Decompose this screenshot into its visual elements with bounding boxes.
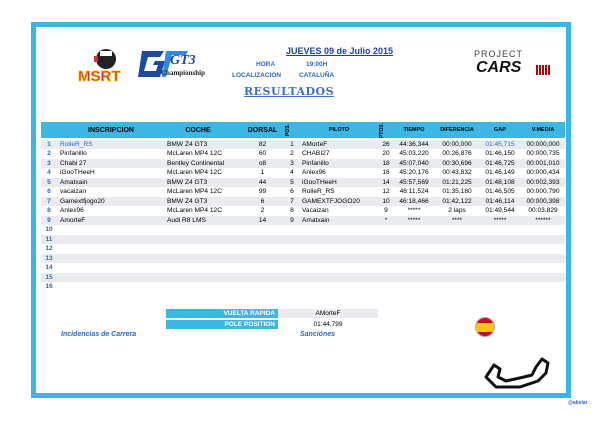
result-pos: 2 [290,150,294,158]
sanciones-title: Sanciónes [300,331,336,338]
result-pilot: CHABI27 [302,150,330,158]
col-dorsal: DORSAL [247,126,278,134]
entry-car: McLaren MP4 12C [167,207,222,215]
result-row [285,140,565,150]
entry-name: Pinfanillo [60,150,87,158]
result-pos: 1 [290,140,294,148]
result-gap: 01:46,505 [485,188,515,196]
col-gap: GAP [494,127,506,133]
entry-name: RolleR_RS [60,140,93,148]
result-row [285,188,565,198]
result-diff: 01:21,225 [442,178,472,186]
entry-row [41,283,294,293]
col-vmedia: V.MEDIA [531,127,555,133]
entry-row [41,140,294,150]
result-row [285,226,565,236]
result-points: 16 [382,169,390,177]
result-row [285,216,565,226]
entry-name: Gamextfjogo20 [60,197,105,205]
result-row [285,235,565,245]
entry-number: 7 [47,197,51,205]
result-points: 14 [382,178,390,186]
result-pos: 5 [290,178,294,186]
result-time: ***** [407,216,421,224]
result-pilot: AMorteF [302,140,328,148]
svg-text:Championship: Championship [161,69,205,77]
entry-row [41,254,294,264]
result-pos: 7 [290,197,294,205]
entry-car: Bentley Continental [167,159,225,167]
result-row [285,178,565,188]
result-time: 44:36,344 [399,140,429,148]
entry-row [41,264,294,274]
entry-number: 15 [45,273,53,281]
result-points: * [384,216,388,224]
incidencias-title: Incidencias de Carrera [61,331,137,338]
result-row [285,169,565,179]
results-sheet [31,22,588,406]
pole-position-label: POLE POSITION [166,320,278,329]
result-time: 46:11,524 [399,188,429,196]
entry-number: 6 [47,188,51,196]
entry-car: McLaren MP4 12C [167,188,222,196]
entry-dorsal: 60 [258,150,267,158]
entry-car: BMW Z4 GT3 [167,197,208,205]
result-gap: 01:49,544 [485,207,515,215]
result-pos: 4 [290,169,294,177]
result-gap: 01:46,114 [485,197,515,205]
entry-number: 14 [45,264,53,272]
msrt-logo [76,47,131,87]
entries-table [41,140,294,292]
entry-number: 13 [45,254,53,262]
result-vmedia: 00:000,735 [526,150,560,158]
result-time: 46:18,466 [399,197,429,205]
result-diff: 01:42,122 [442,197,472,205]
result-diff: 2 laps [448,207,466,215]
col-diferencia: DIFERENCIA [440,127,474,133]
localizacion-value: CATALUÑA [299,72,335,79]
entry-number: 3 [47,159,51,167]
entry-name: Chabi 27 [60,159,87,167]
entry-row [41,273,294,283]
entry-number: 2 [47,150,51,158]
entry-dorsal: o8 [258,159,267,167]
entry-number: 8 [47,207,51,215]
result-pilot: Anlex96 [302,169,326,177]
result-time: 45:07,040 [399,159,429,167]
result-pilot: Amatxain [302,216,330,224]
col-tiempo: TIEMPO [403,127,425,133]
entry-name: iGooTHeeH [60,169,95,177]
result-row [285,245,565,255]
entry-dorsal: 2 [260,207,265,215]
result-gap: 01:46,150 [485,150,515,158]
entry-number: 4 [47,169,51,177]
entry-row [41,188,294,198]
result-row [285,159,565,169]
entry-car: BMW Z4 GT3 [167,140,208,148]
entry-dorsal: 99 [258,188,267,196]
entry-row [41,159,294,169]
entry-number: 12 [45,245,53,253]
result-gap: 01:48,108 [485,178,515,186]
result-diff: **** [451,216,463,224]
result-gap: 01:46,725 [485,159,515,167]
result-vmedia: 00:002,393 [526,178,560,186]
hora-value: 19:00H [306,61,328,68]
col-ptos: PTOS. [379,122,385,138]
entry-number: 9 [47,216,51,224]
race-date: JUEVES 09 de Julio 2015 [286,46,394,56]
result-diff: 00:43,832 [442,169,472,177]
svg-text:MSRT: MSRT [78,68,121,85]
result-vmedia: 00:001,010 [526,159,560,167]
result-row [285,283,565,293]
entry-row [41,235,294,245]
entry-dorsal: 82 [258,140,267,148]
project-cars-top-text: PROJECT [474,49,524,59]
result-pilot: iGooTHeeH [302,178,337,186]
result-row [285,207,565,217]
spain-flag-icon [475,317,495,337]
project-cars-bottom-text: CARS [476,59,522,76]
entry-dorsal: 6 [260,197,265,205]
result-vmedia: ****** [535,216,551,224]
entry-row [41,178,294,188]
result-pilot: Vacaizan [302,207,329,215]
result-vmedia: 00:000,790 [526,188,560,196]
entry-row [41,150,294,160]
result-pos: 9 [290,216,294,224]
entry-row [41,197,294,207]
result-pos: 3 [290,159,294,167]
entry-car: BMW Z4 GT3 [167,178,208,186]
result-time: 45:20,176 [399,169,429,177]
page-title: RESULTADOS [244,85,335,98]
hora-label: HORA [256,61,276,68]
result-pilot: Pinfanillo [302,159,329,167]
vuelta-rapida-label: VUELTA RAPIDA [166,309,278,318]
entry-row [41,207,294,217]
result-row [285,254,565,264]
entry-number: 16 [45,283,53,291]
entry-number: 10 [45,226,53,234]
result-row [285,273,565,283]
result-points: 10 [382,197,390,205]
entry-car: McLaren MP4 12C [167,150,222,158]
entry-dorsal: 44 [258,178,267,186]
col-inscripcion: INSCRIPCION [88,126,134,134]
result-diff: 01:35,180 [442,188,472,196]
result-vmedia: 00:000,000 [526,140,560,148]
result-gap: 01:46,149 [485,169,515,177]
result-diff: 00:30,696 [442,159,472,167]
result-pos: 8 [290,207,294,215]
entry-number: 11 [45,235,53,243]
credit-text: @abelar [568,400,588,406]
entry-name: AmorteF [60,216,86,224]
entry-name: Anlex96 [60,207,84,215]
result-time: 45:57,569 [399,178,429,186]
result-gap: 01:45,715 [485,140,515,148]
gt3-championship-logo [136,39,251,89]
result-points: 12 [382,188,390,196]
entry-name: vacaizan [60,188,87,196]
result-points: 20 [382,150,390,158]
result-gap: ***** [493,216,507,224]
result-points: 9 [384,207,388,215]
results-table-header [285,122,565,138]
result-pilot: GAMEXTFJOGO20 [302,197,360,205]
col-piloto: PILOTO [328,127,350,133]
entry-row [41,169,294,179]
project-cars-logo [474,49,559,94]
localizacion-label: LOCALIZACION [232,72,282,79]
col-pos: POS. [285,124,291,136]
result-vmedia: 00:000,398 [526,197,560,205]
result-row [285,264,565,274]
result-diff: 00:26,876 [442,150,472,158]
entry-number: 5 [47,178,51,186]
vuelta-rapida-value: AMorteF [278,309,378,318]
circuit-map-icon [476,347,556,392]
result-points: 26 [382,140,390,148]
entry-row [41,245,294,255]
result-row [285,150,565,160]
pole-position-value: 01:44,799 [313,321,343,328]
result-row [285,197,565,207]
result-time: ***** [407,207,421,215]
results-table [285,140,565,292]
project-cars-stripes-icon [536,65,550,75]
svg-text:GT3: GT3 [170,53,196,68]
result-pos: 6 [290,188,294,196]
entry-car: Audi R8 LMS [167,216,206,224]
result-vmedia: 00:03,829 [528,207,558,215]
result-points: 18 [382,159,390,167]
entry-number: 1 [47,140,51,148]
result-diff: 00:00,000 [442,140,472,148]
entry-name: Amatxain [60,178,88,186]
result-vmedia: 00:000,434 [526,169,560,177]
entry-dorsal: 1 [260,169,265,177]
result-pilot: RolleR_RS [302,188,335,196]
col-coche: COCHE [185,126,211,134]
entry-row [41,216,294,226]
entry-dorsal: 14 [258,216,267,224]
entries-table-header [41,122,294,138]
entry-row [41,226,294,236]
result-time: 45:03,220 [399,150,429,158]
entry-car: McLaren MP4 12C [167,169,222,177]
